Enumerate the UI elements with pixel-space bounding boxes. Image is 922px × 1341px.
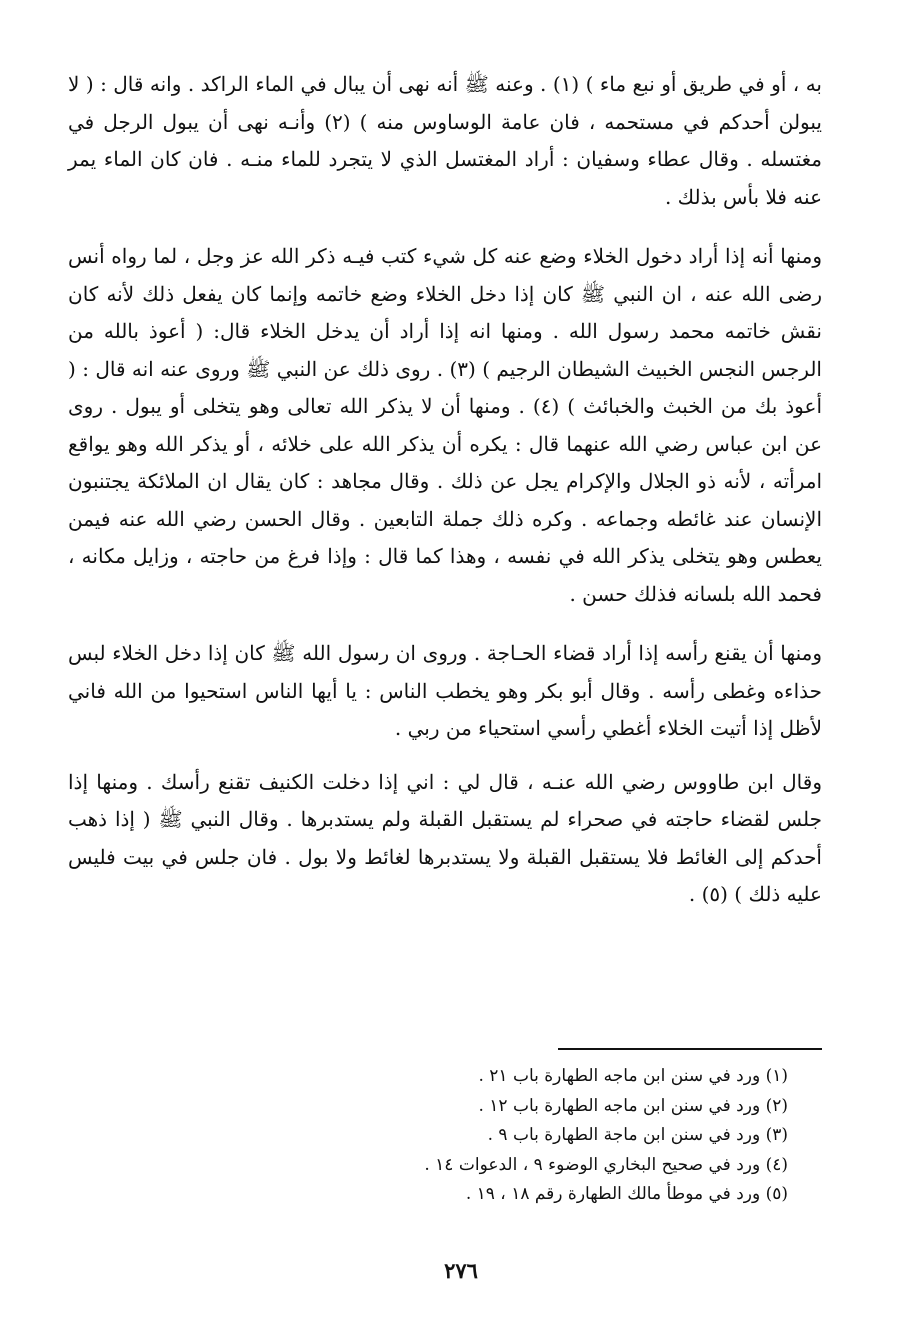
body-text <box>68 66 822 914</box>
paragraph-2: ومنها أنه إذا أراد دخول الخلاء وضع عنه كل شيء كتب فيـه ذكر الله عز وجل ، لما رواه أنس رضى الله عنه ، ان النبي ﷺ كان إذا دخل الخلاء وضع خاتمه وإنما كان يفعل ذلك لأنه كان نقش خاتمه محمد رسول الله . ومنها انه إذا أراد أن يدخل الخلاء قال: ( أعوذ بالله من الرجس النجس الخبيث الشيطان الرجيم ) (٣) . روى ذلك عن النبي ﷺ وروى عنه انه قال : ( أعوذ بك من الخبث والخبائث ) (٤) . ومنها أن لا يذكر الله تعالى وهو يتخلى أو يبول . روى عن ابن عباس رضي الله عنهما قال : يكره أن يذكر الله على خلائه ، أو يذكر الله وهو يواقع امرأته ، لأنه ذو الجلال والإكرام يجل عن ذلك . وقال مجاهد : كان يقال ان الملائكة يجتنبون الإنسان عند غائطه وجماعه . وكره ذلك جملة التابعين . وقال الحسن رضي الله عنه فيمن يعطس وهو يتخلى يذكر الله في نفسه ، وهذا كما قال : وإذا فرغ من حاجته ، وزايل مكانه ، فحمد الله بلسانه فذلك حسن . <box>68 244 822 606</box>
footnote-3: (٣) ورد في سنن ابن ماجة الطهارة باب ٩ . <box>487 1125 788 1145</box>
footnote-2: (٢) ورد في سنن ابن ماجه الطهارة باب ١٢ . <box>478 1095 788 1116</box>
footnote-5: (٥) ورد في موطأ مالك الطهارة رقم ١٨ ، ١٩ . <box>465 1184 788 1204</box>
paragraph-3: ومنها أن يقنع رأسه إذا أراد قضاء الحـاجة . وروى ان رسول الله ﷺ كان إذا دخل الخلاء لبس حذاءه وغطى رأسه . وقال أبو بكر وهو يخطب الناس : يا أيها الناس استحيوا من الله فاني لأظل إذا أتيت الخلاء أغطي رأسي استحياء من ربي . <box>68 641 822 740</box>
footnote-4: (٤) ورد في صحيح البخاري الوضوء ٩ ، الدعوات ١٤ . <box>424 1154 788 1175</box>
paragraph-1: به ، أو في طريق أو نبع ماء ) (١) . وعنه ﷺ أنه نهى أن يبال في الماء الراكد . وانه قال : ( لا يبولن أحدكم في مستحمه ، فان عامة الوساوس منه ) (٢) وأنـه نهى أن يبول الرجل في مغتسله . وقال عطاء وسفيان : أراد المغتسل الذي لا يتجرد للماء منـه . فان كان الماء يمر عنه فلا بأس بذلك . <box>68 72 822 209</box>
paragraph-4: وقال ابن طاووس رضي الله عنـه ، قال لي : اني إذا دخلت الكنيف تقنع رأسك . ومنها إذا جلس لقضاء حاجته في صحراء لم يستقبل القبلة ولم يستدبرها . وقال النبي ﷺ ( إذا ذهب أحدكم إلى الغائط فلا يستقبل القبلة ولا يستدبرها لغائط ولا بول . فان جلس في بيت فليس عليه ذلك ) (٥) . <box>68 769 822 906</box>
page-number: ٢٧٦ <box>444 1258 478 1283</box>
footnote-1: (١) ورد في سنن ابن ماجه الطهارة باب ٢١ . <box>478 1066 788 1086</box>
footnotes <box>68 1048 822 1210</box>
footnote-divider <box>558 1048 822 1050</box>
